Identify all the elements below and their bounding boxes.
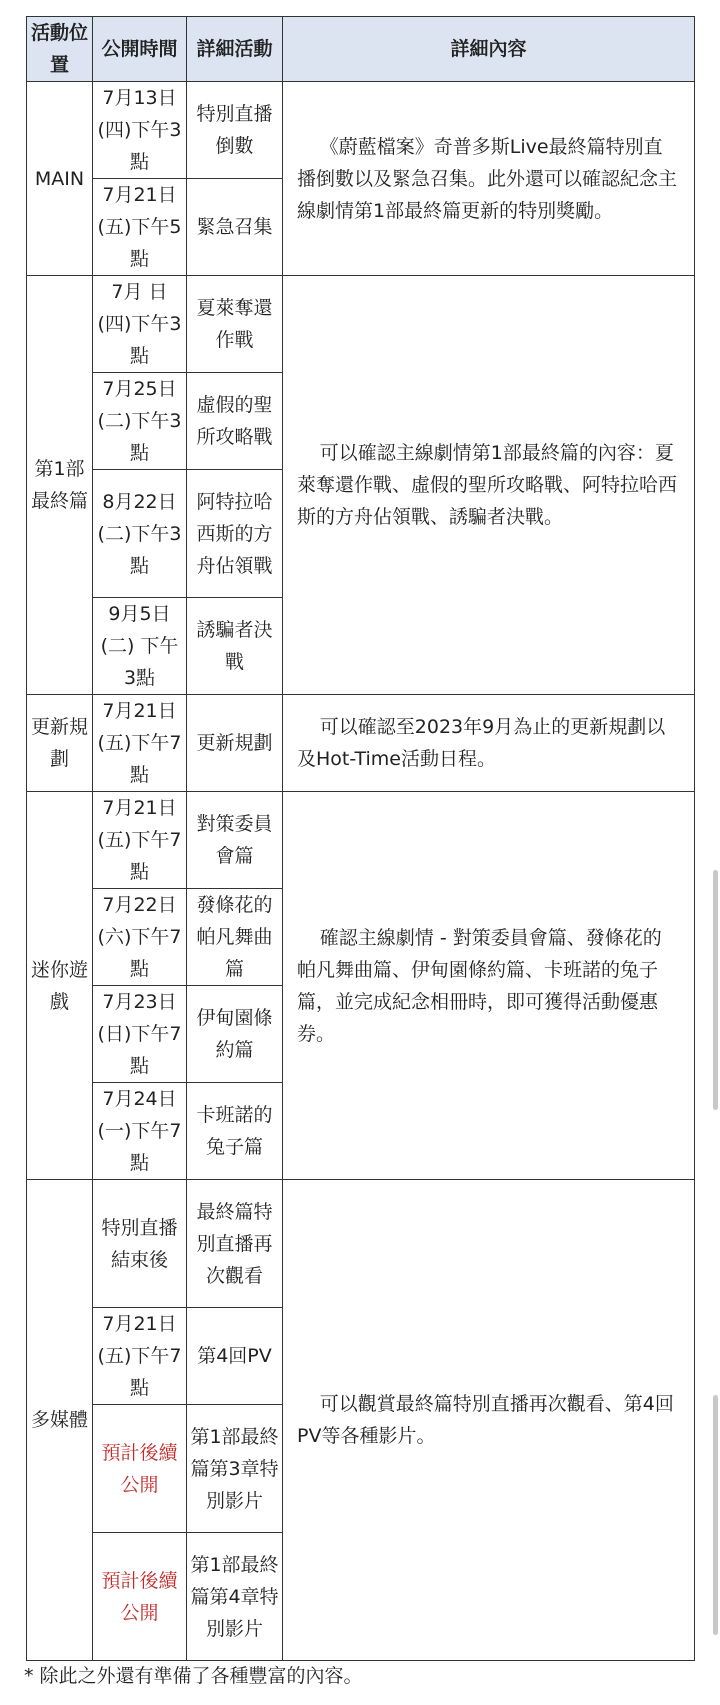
- cell-activity: 最終篇特別直播再次觀看: [187, 1180, 283, 1308]
- cell-time: 7月22日(六)下午7點: [93, 889, 187, 986]
- cell-activity: 特別直播倒數: [187, 82, 283, 179]
- scrollbar-thumb[interactable]: [713, 870, 718, 1110]
- scrollbar-thumb-lower[interactable]: [713, 1395, 718, 1635]
- cell-time: 7月 日(四)下午3點: [93, 276, 187, 373]
- cell-time: 7月21日(五)下午7點: [93, 1308, 187, 1405]
- cell-position: 第1部最終篇: [27, 276, 93, 695]
- cell-activity: 緊急召集: [187, 179, 283, 276]
- cell-activity: 第1部最終篇第4章特別影片: [187, 1533, 283, 1661]
- cell-activity: 卡班諾的兔子篇: [187, 1083, 283, 1180]
- cell-activity: 阿特拉哈西斯的方舟佔領戰: [187, 470, 283, 598]
- header-activity: 詳細活動: [187, 17, 283, 82]
- cell-activity: 更新規劃: [187, 695, 283, 792]
- cell-activity: 第1部最終篇第3章特別影片: [187, 1405, 283, 1533]
- cell-activity: 第4回PV: [187, 1308, 283, 1405]
- footnote: * 除此之外還有準備了各種豐富的內容。: [24, 1665, 363, 1687]
- cell-activity: 夏萊奪還作戰: [187, 276, 283, 373]
- cell-time: 7月24日(一)下午7點: [93, 1083, 187, 1180]
- table-header-row: [27, 17, 695, 82]
- cell-time: 7月21日(五)下午7點: [93, 695, 187, 792]
- cell-activity: 發條花的帕凡舞曲篇: [187, 889, 283, 986]
- table-row: [27, 695, 695, 792]
- cell-detail: 可以確認主線劇情第1部最終篇的內容：夏萊奪還作戰、虛假的聖所攻略戰、阿特拉哈西斯的方舟佔領戰、誘騙者決戰。: [283, 276, 695, 695]
- cell-time: 7月13日(四)下午3點: [93, 82, 187, 179]
- cell-activity: 虛假的聖所攻略戰: [187, 373, 283, 470]
- table-row: [27, 276, 695, 373]
- event-schedule-table: [26, 16, 695, 1661]
- cell-detail: 確認主線劇情 - 對策委員會篇、發條花的帕凡舞曲篇、伊甸園條約篇、卡班諾的兔子篇，並完成紀念相冊時，即可獲得活動優惠券。: [283, 792, 695, 1180]
- cell-time: 預計後續公開: [93, 1533, 187, 1661]
- table-body: [27, 82, 695, 1661]
- cell-position: 更新規劃: [27, 695, 93, 792]
- cell-activity: 誘騙者決戰: [187, 598, 283, 695]
- table-row: [27, 1180, 695, 1308]
- cell-activity: 伊甸園條約篇: [187, 986, 283, 1083]
- cell-detail: 《蔚藍檔案》奇普多斯Live最終篇特別直播倒數以及緊急召集。此外還可以確認紀念主線劇情第1部最終篇更新的特別獎勵。: [283, 82, 695, 276]
- cell-time: 7月21日(五)下午5點: [93, 179, 187, 276]
- table-row: [27, 82, 695, 179]
- cell-detail: 可以確認至2023年9月為止的更新規劃以及Hot-Time活動日程。: [283, 695, 695, 792]
- table-row: [27, 792, 695, 889]
- cell-time: 9月5日(二) 下午3點: [93, 598, 187, 695]
- cell-time: 特別直播結束後: [93, 1180, 187, 1308]
- cell-position: 多媒體: [27, 1180, 93, 1661]
- cell-position: MAIN: [27, 82, 93, 276]
- cell-detail: 可以觀賞最終篇特別直播再次觀看、第4回PV等各種影片。: [283, 1180, 695, 1661]
- cell-time: 7月25日(二)下午3點: [93, 373, 187, 470]
- cell-activity: 對策委員會篇: [187, 792, 283, 889]
- header-position: 活動位置: [27, 17, 93, 82]
- cell-position: 迷你遊戲: [27, 792, 93, 1180]
- cell-time: 7月23日(日)下午7點: [93, 986, 187, 1083]
- cell-time: 8月22日(二)下午3點: [93, 470, 187, 598]
- header-time: 公開時間: [93, 17, 187, 82]
- header-detail: 詳細內容: [283, 17, 695, 82]
- cell-time: 7月21日(五)下午7點: [93, 792, 187, 889]
- cell-time: 預計後續公開: [93, 1405, 187, 1533]
